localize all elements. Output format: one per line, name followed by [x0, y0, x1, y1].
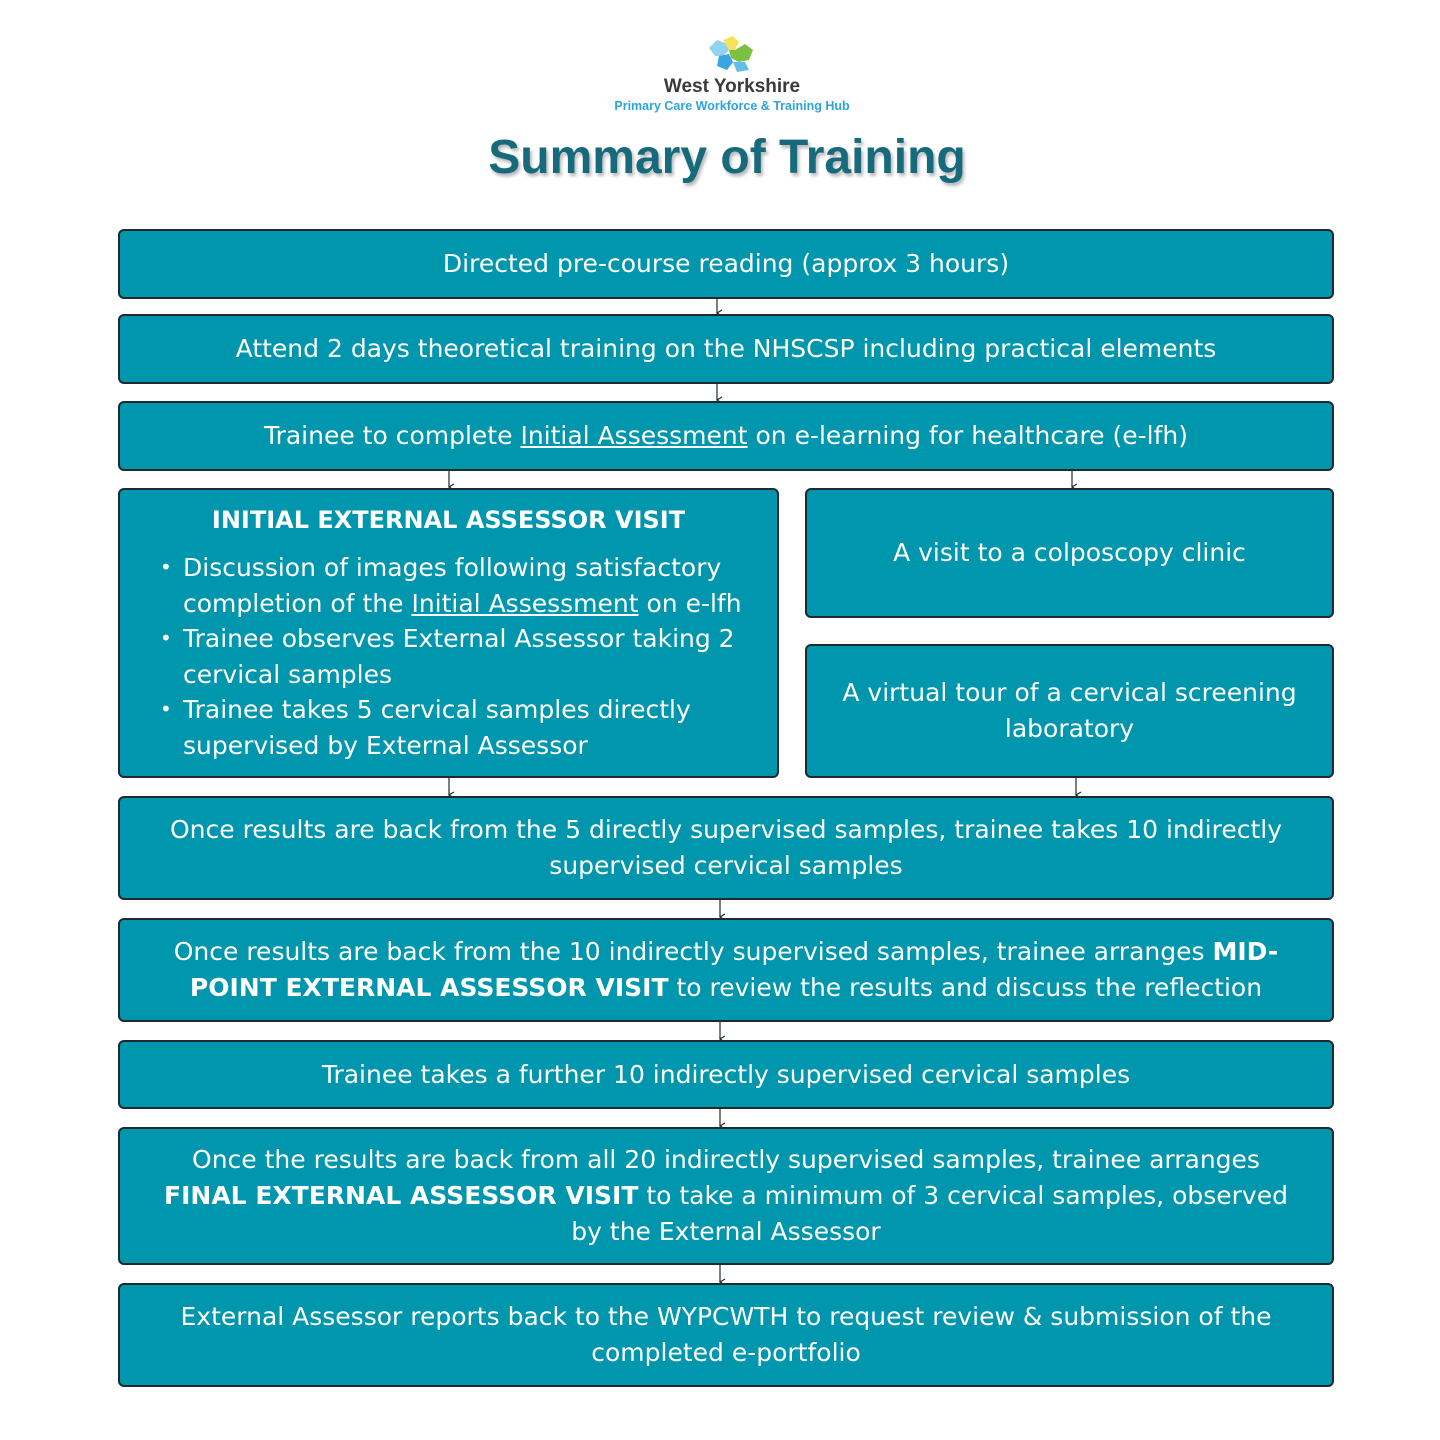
step-initial-assessment	[118, 401, 1334, 471]
initial-assessment-link[interactable]: Initial Assessment	[411, 588, 639, 618]
step-virtual-lab-tour	[805, 644, 1334, 778]
step-assessor-report	[118, 1283, 1334, 1387]
step-text	[150, 934, 1302, 1006]
step-text	[150, 1142, 1302, 1250]
step-text: Once results are back from the 5 directly supervised samples, trainee takes 10 indirectly supervised cervical samples	[169, 815, 1283, 880]
midpoint-visit-label: MID-POINT EXTERNAL ASSESSOR VISIT	[189, 937, 1279, 1002]
final-visit-label: FINAL EXTERNAL ASSESSOR VISIT	[164, 1181, 639, 1210]
step-final-visit	[118, 1127, 1334, 1265]
step-colposcopy-visit	[805, 488, 1334, 618]
text-part: to take a minimum of 3 cervical samples, observed by the External Assessor	[571, 1181, 1288, 1246]
step-text: External Assessor reports back to the WYPCWTH to request review & submission of the completed e-portfolio	[180, 1302, 1272, 1367]
text-part: on e-learning for healthcare (e-lfh)	[747, 421, 1189, 450]
step-text: A visit to a colposcopy clinic	[893, 538, 1246, 567]
text-part: to review the results and discuss the reflection	[668, 973, 1263, 1002]
list-item: • Trainee observes External Assessor taking 2 cervical samples	[183, 621, 757, 692]
initial-assessment-link[interactable]: Initial Assessment	[520, 421, 748, 450]
step-pre-course-reading	[118, 229, 1334, 299]
step-further-samples	[118, 1040, 1334, 1109]
step-theoretical-training	[118, 314, 1334, 384]
text-part: Trainee to complete	[263, 421, 521, 450]
initial-visit-list	[160, 550, 757, 763]
text-part: Discussion of images following satisfactory completion of the	[183, 553, 722, 618]
step-initial-external-assessor-visit	[118, 488, 779, 778]
org-name: West Yorkshire	[663, 76, 801, 97]
text-part: on e-lfh	[638, 588, 742, 618]
step-text: Trainee takes a further 10 indirectly supervised cervical samples	[321, 1059, 1131, 1089]
list-item	[183, 550, 757, 621]
text-part: Once results are back from the 10 indirectly supervised samples, trainee arranges	[173, 937, 1213, 966]
step-midpoint-visit	[118, 918, 1334, 1022]
initial-visit-heading: INITIAL EXTERNAL ASSESSOR VISIT	[211, 506, 686, 534]
list-item: • Trainee takes 5 cervical samples directly supervised by External Assessor	[183, 692, 757, 763]
step-text	[264, 418, 1188, 454]
step-indirect-samples	[118, 796, 1334, 900]
org-subtitle: Primary Care Workforce & Training Hub	[614, 99, 850, 113]
page-title: Summary of Training	[488, 131, 966, 184]
step-text: Directed pre-course reading (approx 3 hours)	[442, 249, 1010, 278]
step-text: Attend 2 days theoretical training on the NHSCSP including practical elements	[235, 334, 1217, 363]
step-text: A virtual tour of a cervical screening laboratory	[842, 678, 1297, 743]
text-part: Once the results are back from all 20 indirectly supervised samples, trainee arranges	[192, 1145, 1260, 1174]
